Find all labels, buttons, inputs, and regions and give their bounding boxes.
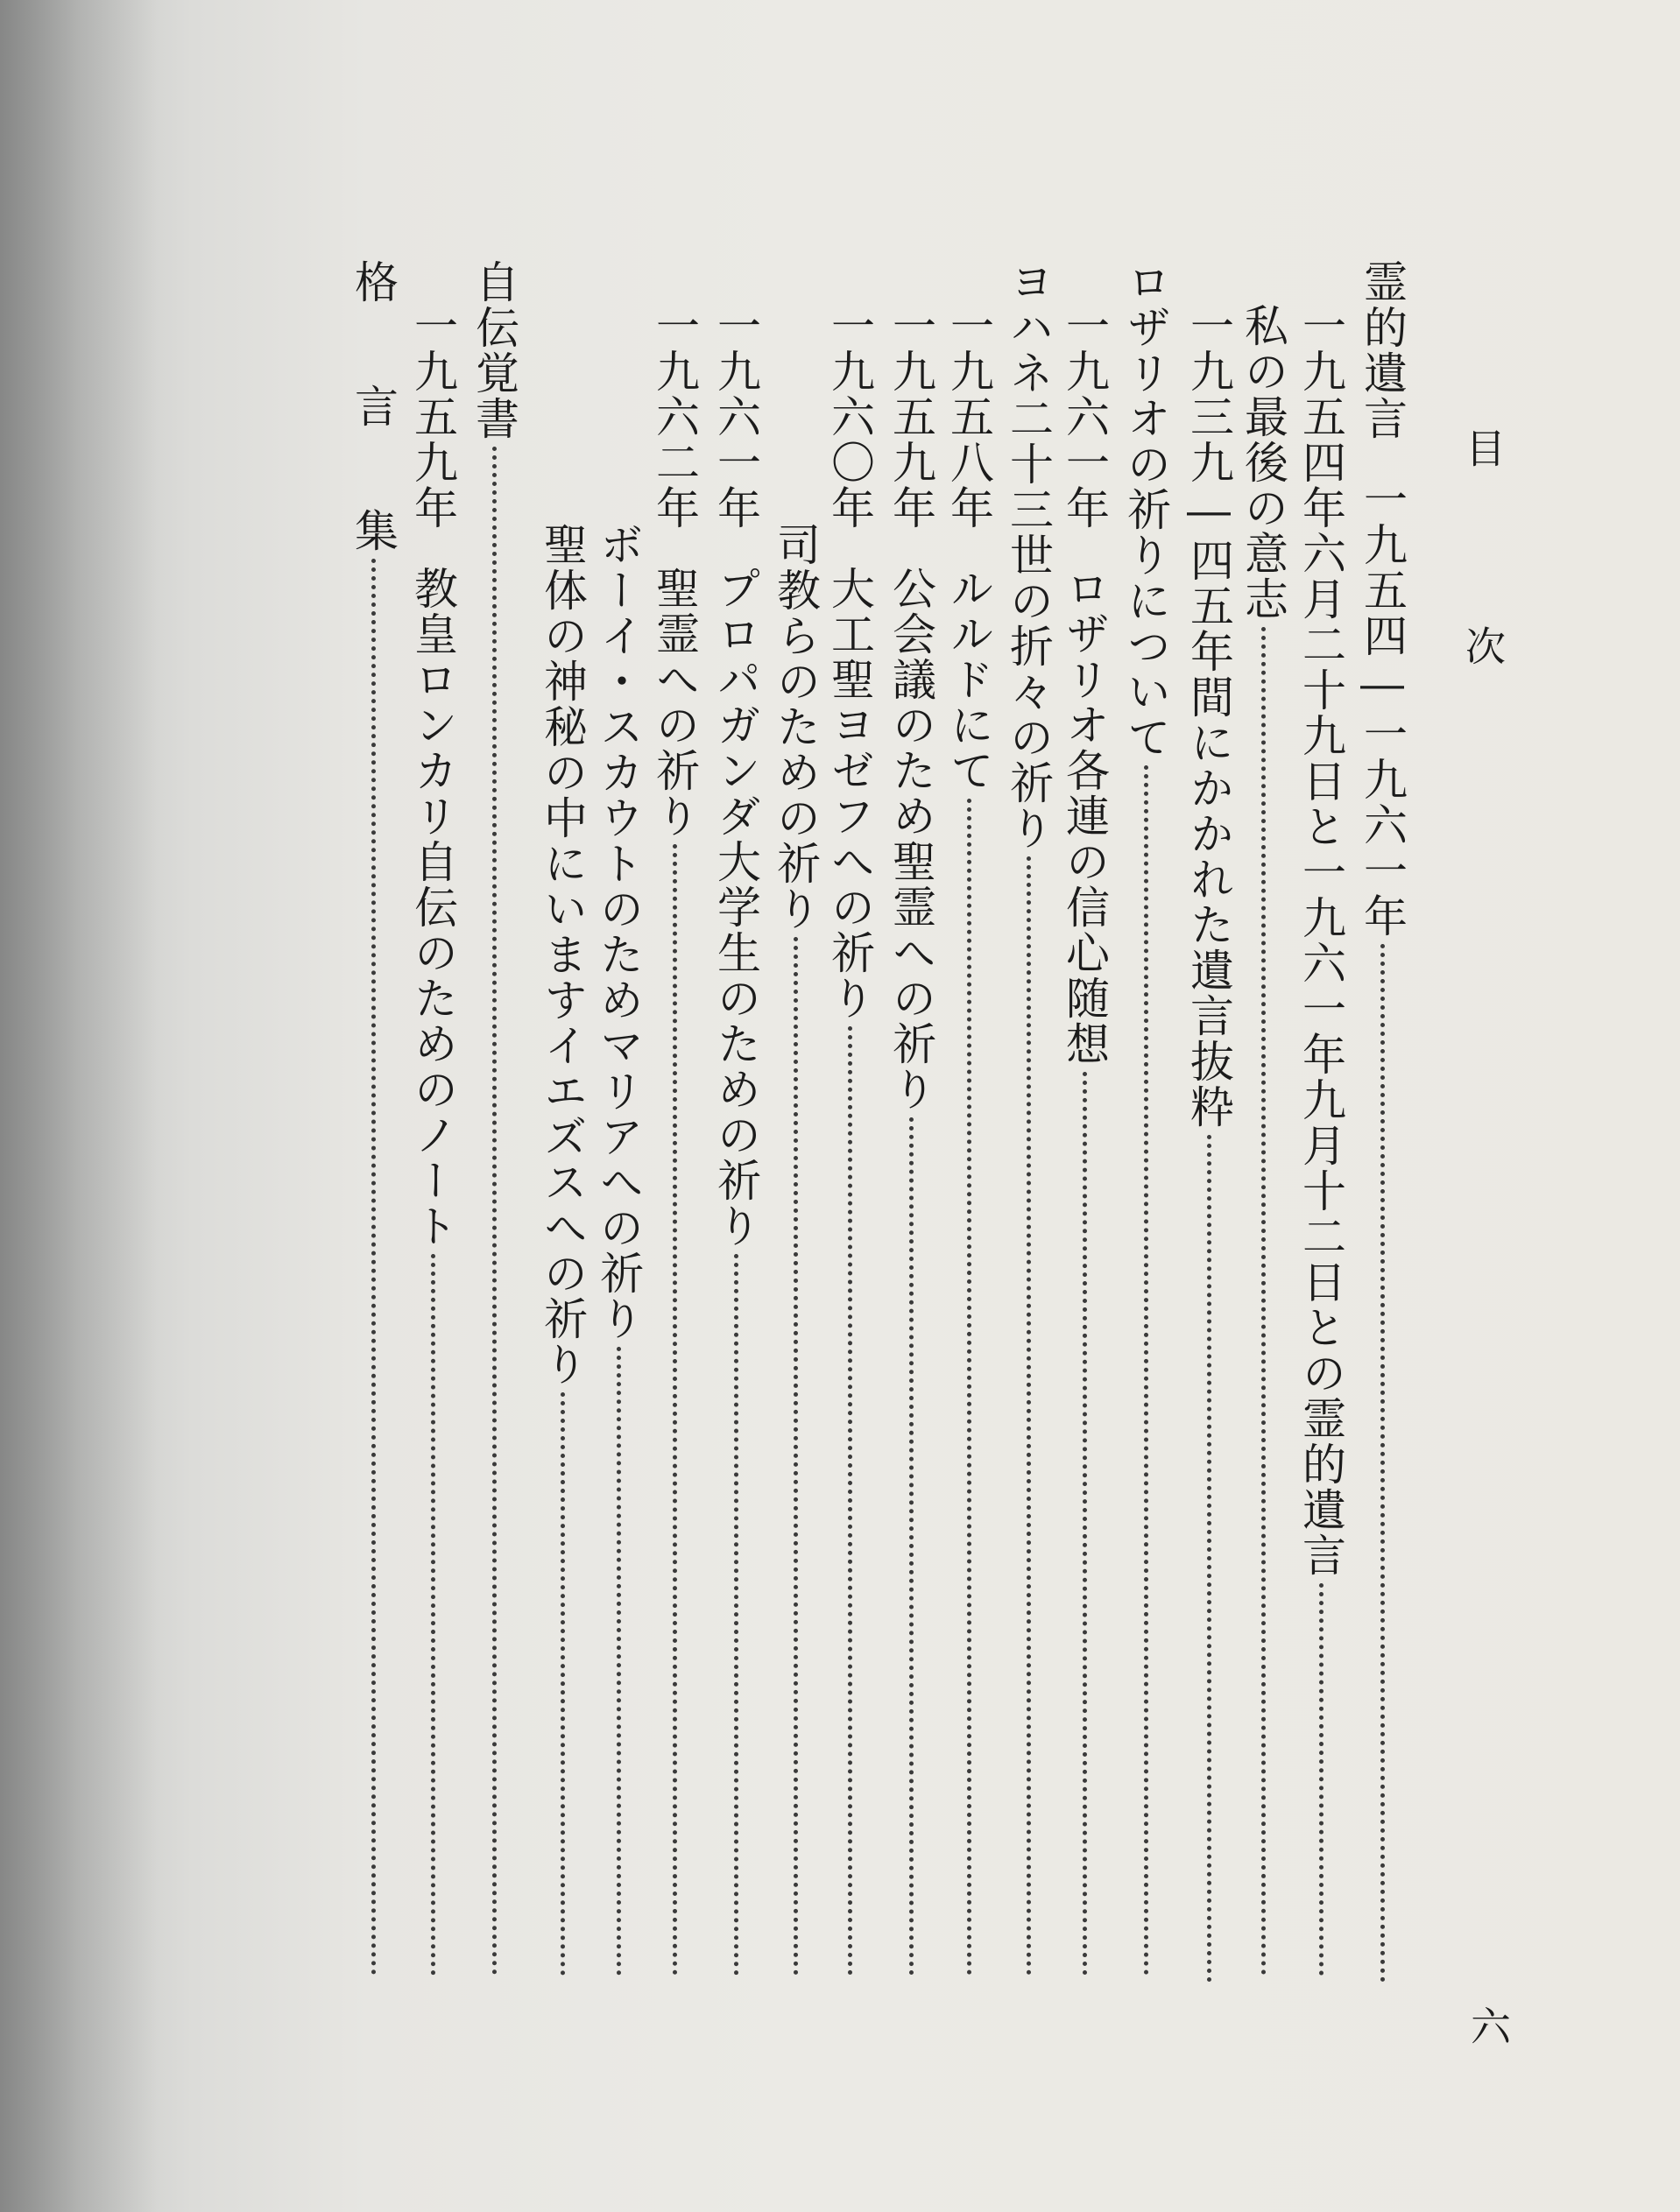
toc-entry-text: 一九六一年 bbox=[710, 303, 761, 531]
toc-entry bbox=[468, 259, 520, 1976]
toc-leader-dots bbox=[909, 1117, 914, 1976]
toc-leader-dots bbox=[617, 1347, 621, 1976]
page-title: 目次 bbox=[1459, 427, 1507, 823]
toc-entry-text: 私の最後の意志 bbox=[1238, 303, 1288, 622]
toc-entry bbox=[1119, 259, 1172, 1976]
toc-entry-text: 集 bbox=[348, 508, 399, 553]
toc-leader-dots bbox=[1261, 627, 1266, 1976]
toc-entry bbox=[648, 303, 701, 1976]
toc-entry-text: 聖体の神秘の中にいますイエズスへの祈り bbox=[537, 522, 588, 1387]
toc-entry-text: 一九六〇年 bbox=[824, 303, 875, 531]
toc-leader-dots bbox=[1144, 765, 1148, 1976]
toc-entry bbox=[1356, 259, 1408, 1983]
toc-entry-text: 大工聖ヨゼフへの祈り bbox=[824, 566, 875, 1021]
toc-entry-text: 公会議のため聖霊への祈り bbox=[886, 566, 936, 1112]
toc-entry-text: 一九五四―一九六一年 bbox=[1357, 476, 1408, 939]
toc-entry-text: 一九六一年 bbox=[1059, 303, 1110, 531]
toc-leader-dots bbox=[1207, 1135, 1211, 1983]
toc-entry-text: 霊的遺言 bbox=[1357, 259, 1408, 441]
toc-entry bbox=[1182, 303, 1235, 1983]
toc-entry bbox=[942, 303, 995, 1976]
toc-entry-text: ルルドにて bbox=[943, 566, 994, 793]
toc-entry bbox=[1237, 303, 1289, 1976]
toc-entry bbox=[769, 522, 822, 1976]
toc-entry-text: 一九三九―四五年間にかかれた遺言抜粋 bbox=[1183, 303, 1234, 1130]
toc-leader-dots bbox=[431, 1254, 435, 1976]
toc-leader-dots bbox=[794, 937, 798, 1976]
toc-entry bbox=[823, 303, 876, 1976]
toc-entry-text: プロパガンダ大学生のための祈り bbox=[710, 566, 761, 1249]
toc-entry-text: 教皇ロンカリ自伝のためのノート bbox=[407, 566, 458, 1249]
toc-leader-dots bbox=[848, 1026, 852, 1976]
toc-entry bbox=[1058, 303, 1111, 1976]
page-number: 六 bbox=[1465, 2005, 1512, 2046]
toc-leader-dots bbox=[1380, 944, 1385, 1983]
toc-entry bbox=[592, 522, 645, 1976]
toc-entry bbox=[885, 303, 937, 1976]
toc-leader-dots bbox=[561, 1392, 565, 1976]
toc-entry-text: ヨハネ二十三世の折々の祈り bbox=[1003, 259, 1054, 851]
toc-leader-dots bbox=[967, 799, 971, 1976]
toc-entry-text: 言 bbox=[348, 384, 399, 429]
toc-leader-dots bbox=[1083, 1072, 1087, 1976]
toc-entry-text: 一九五九年 bbox=[886, 303, 936, 531]
toc-entry-text: 一九六二年 bbox=[649, 303, 700, 531]
toc-leader-dots bbox=[1319, 1583, 1324, 1976]
toc-leader-dots bbox=[734, 1254, 738, 1976]
toc-entry-text: 一九五九年 bbox=[407, 303, 458, 531]
page-shadow bbox=[0, 0, 158, 2212]
toc-entry-text: 聖霊への祈り bbox=[649, 566, 700, 839]
toc-entry-text: 司教らのための祈り bbox=[770, 522, 821, 932]
toc-entry-text: ロザリオ各連の信心随想 bbox=[1059, 566, 1110, 1067]
toc-leader-dots bbox=[492, 447, 497, 1976]
toc-entry-text: ロザリオの祈りについて bbox=[1120, 259, 1171, 760]
toc-entry-text: 一九五八年 bbox=[943, 303, 994, 531]
toc-leader-dots bbox=[1027, 856, 1031, 1976]
toc-entry-text: 自伝覚書 bbox=[469, 259, 519, 441]
toc-entry bbox=[347, 259, 399, 1976]
toc-leader-dots bbox=[673, 844, 677, 1976]
toc-entry bbox=[1295, 303, 1347, 1976]
toc-entry bbox=[1002, 259, 1055, 1976]
toc-leader-dots bbox=[371, 559, 376, 1976]
toc-entry-text: 格 bbox=[348, 259, 399, 305]
toc-entry bbox=[406, 303, 459, 1976]
toc-entry bbox=[536, 522, 589, 1976]
toc-entry-text: 一九五四年六月二十九日と一九六一年九月十二日との霊的遺言 bbox=[1295, 303, 1346, 1578]
toc-entry-text: ボーイ・スカウトのためマリアへの祈り bbox=[593, 522, 644, 1342]
toc-entry bbox=[709, 303, 762, 1976]
